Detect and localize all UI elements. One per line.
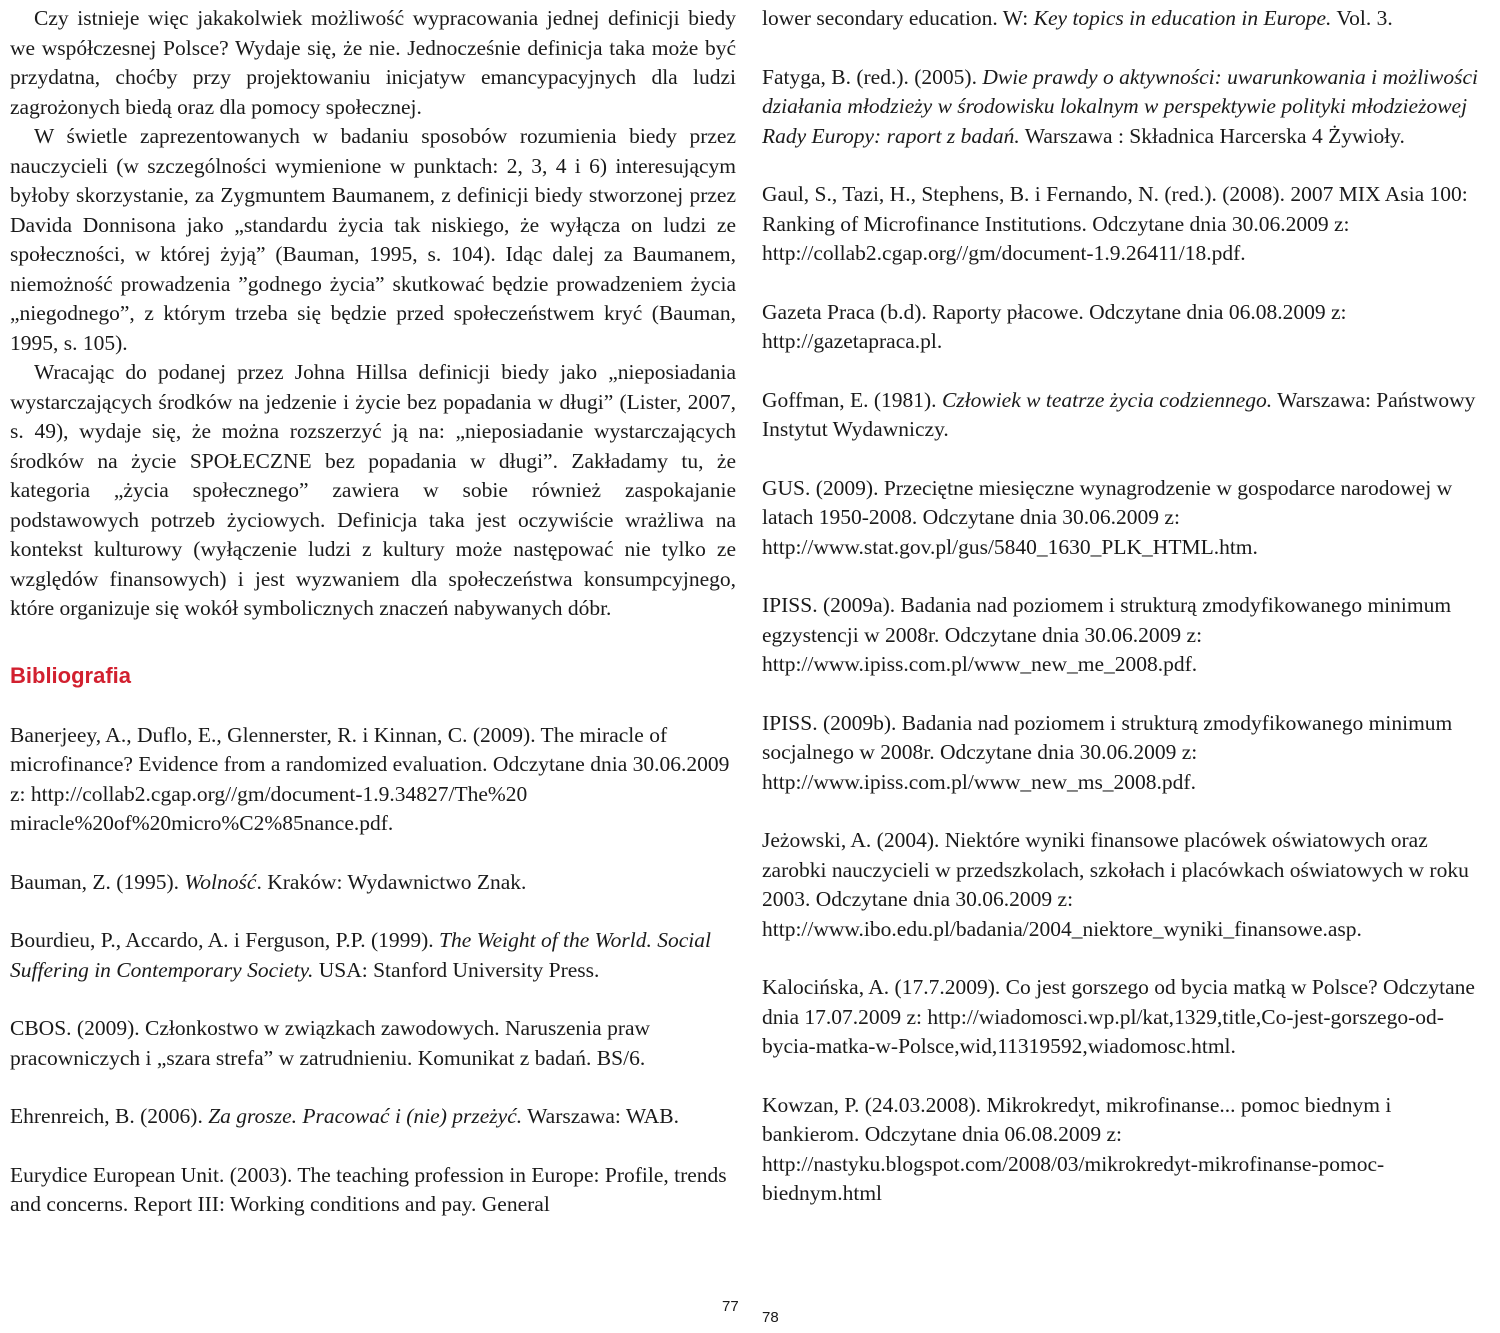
entry-text: IPISS. (2009a). Badania nad poziomem i strukturą zmodyfikowanego minimum egzystencji w 2008r. Odczytane dnia 30.06.2009 z: http://www.ipiss.com.pl/www_new_me_2008.pdf. (762, 593, 1452, 676)
bibliography-heading: Bibliografia (10, 662, 132, 688)
bibliography-entry (762, 973, 1490, 1062)
entry-text: Warszawa: WAB. (522, 1104, 680, 1128)
bibliography-entry (10, 1014, 736, 1073)
entry-text: Jeżowski, A. (2004). Niektóre wyniki finansowe placówek oświatowych oraz zarobki nauczycieli w przedszkolach, szkołach i placówkach oświatowych w roku 2003. Odczytane dnia 30.06.2009 z: http://www.ibo.edu.pl/badania/2004_niektore_wyniki_finansowe.asp. (762, 828, 1469, 941)
bibliography-entry (10, 926, 736, 985)
entry-text: Banerjeey, A., Duflo, E., Glennerster, R. i Kinnan, C. (2009). The miracle of microfinance? Evidence from a randomized evaluation. Odczytane dnia 30.06.2009 z: http://collab2.cgap.org//gm/document-1.9.34827/The%20 miracle%20of%20micro%C2%85nance.pdf. (10, 722, 730, 835)
bibliography-entry (10, 1102, 736, 1132)
entry-text: Kowzan, P. (24.03.2008). Mikrokredyt, mikrofinanse... pomoc biednym i bankierom. Odczytane dnia 06.08.2009 z: http://nastyku.blogspot.com/2008/03/mikrokredyt-mikrofinanse-pomoc-biednym.html (762, 1092, 1392, 1205)
entry-title-italic: Dwie prawdy o aktywności: uwarunkowania i możliwości działania młodzieży w środowisku lokalnym w perspektywie polityki młodzieżowej Rady Europy: raport z badań. (762, 64, 1479, 148)
entry-text: USA: Stanford University Press. (313, 957, 600, 982)
entry-text: IPISS. (2009b). Badania nad poziomem i strukturą zmodyfikowanego minimum socjalnego w 2008r. Odczytane dnia 30.06.2009 z: http://www.ipiss.com.pl/www_new_ms_2008.pdf. (762, 710, 1453, 794)
bibliography-entry (762, 4, 1490, 34)
bibliography-entry (762, 1091, 1490, 1209)
entry-title-italic: Key topics in education in Europe. (1033, 6, 1332, 30)
body-paragraph: W świetle zaprezentowanych w badaniu sposobów rozumienia biedy przez nauczycieli (w szczególności wymienione w punktach: 2, 3, 4 i 6) interesującym byłoby skorzystanie, za Zygmuntem Baumanem, z definicji biedy stworzonej przez Davida Donnisona jako „standardu życia tak niskiego, że wyłącza on ludzi ze społeczności, w której żyją” (Bauman, 1995, s. 104). Idąc dalej za Baumanem, niemożność prowadzenia ”godnego życia” skutkować będzie prowadzeniem życia „niegodnego”, z którym trzeba się będzie przed społeczeństwem kryć (Bauman, 1995, s. 105). (10, 124, 736, 355)
bibliography-list-left (10, 721, 736, 1220)
entry-text: Warszawa : Składnica Harcerska 4 Żywioły. (1019, 123, 1405, 148)
entry-text: lower secondary education. W: (762, 6, 1034, 30)
bibliography-entry (10, 1161, 736, 1220)
entry-text: Eurydice European Unit. (2003). The teaching profession in Europe: Profile, trends and concerns. Report III: Working conditions and pay. General (10, 1162, 727, 1216)
bibliography-entry (762, 63, 1490, 152)
entry-text: CBOS. (2009). Członkostwo w związkach zawodowych. Naruszenia praw pracowniczych i „szara strefa” w zatrudnieniu. Komunikat z badań. BS/6. (10, 1016, 651, 1070)
entry-text: Gaul, S., Tazi, H., Stephens, B. i Fernando, N. (red.). (2008). 2007 MIX Asia 100: Ranking of Microfinance Institutions. Odczytane dnia 30.06.2009 z: http://collab2.cgap.org//gm/document-1.9.26411/18.pdf. (762, 182, 1468, 265)
bibliography-entry (762, 180, 1490, 269)
entry-text: Ehrenreich, B. (2006). (10, 1104, 209, 1128)
entry-text: Kalocińska, A. (17.7.2009). Co jest gorszego od bycia matką w Polsce? Odczytane dnia 17.07.2009 z: http://wiadomosci.wp.pl/kat,1329,title,Co-jest-gorszego-od-bycia-matka-w-Polsce,wid,11319592,wiadomosc.html. (762, 975, 1475, 1058)
entry-title-italic: The Weight of the World. Social Suffering in Contemporary Society. (10, 928, 711, 982)
entry-title-italic: Człowiek w teatrze życia codziennego. (941, 387, 1273, 412)
entry-text: Vol. 3. (1331, 6, 1393, 30)
body-paragraph: Czy istnieje więc jakakolwiek możliwość wypracowania jednej definicji biedy we współczesnej Polsce? Wydaje się, że nie. Jednocześnie definicja taka może być przydatna, choćby przy projektowaniu inicjatyw emancypacyjnych dla ludzi zagrożonych biedą oraz dla pomocy społecznej. (10, 6, 736, 119)
bibliography-list-right (762, 4, 1490, 1209)
entry-title-italic: Wolność (184, 869, 257, 894)
bibliography-entry (10, 721, 736, 839)
entry-text: Goffman, E. (1981). (762, 387, 942, 412)
left-page-column (10, 4, 736, 1249)
entry-text: Bauman, Z. (1995). (10, 869, 185, 894)
bibliography-entry (762, 591, 1490, 680)
bibliography-entry (762, 709, 1490, 798)
entry-text: Warszawa: Państwowy Instytut Wydawniczy. (762, 387, 1476, 441)
body-paragraph: Wracając do podanej przez Johna Hillsa definicji biedy jako „nieposiadania wystarczających środków na jedzenie i życie bez popadania w długi” (Lister, 2007, s. 49), wydaje się, że można rozszerzyć ją na: „nieposiadanie wystarczających środków na życie SPOŁECZNE bez popadania w długi”. Zakładamy tu, że kategoria „życia społecznego” zawiera w sobie również zaspokajanie podstawowych potrzeb życiowych. Definicja taka jest oczywiście wrażliwa na kontekst kulturowy (wyłączenie ludzi z kultury może następować nie tylko ze względów finansowych) i jest wyzwaniem dla społeczeństwa konsumpcyjnego, które organizuje się wokół symbolicznych znaczeń nabywanych dóbr. (10, 360, 736, 620)
bibliography-entry (762, 298, 1490, 357)
entry-text: Bourdieu, P., Accardo, A. i Ferguson, P.P. (1999). (10, 928, 440, 952)
bibliography-entry (762, 474, 1490, 563)
page-number-left: 77 (722, 1298, 739, 1315)
bibliography-entry (10, 868, 736, 898)
page-number-right: 78 (762, 1309, 779, 1326)
bibliography-entry (762, 826, 1490, 944)
entry-text: Gazeta Praca (b.d). Raporty płacowe. Odczytane dnia 06.08.2009 z: http://gazetapraca.pl. (762, 299, 1347, 353)
entry-text: GUS. (2009). Przeciętne miesięczne wynagrodzenie w gospodarce narodowej w latach 1950-2008. Odczytane dnia 30.06.2009 z: http://www.stat.gov.pl/gus/5840_1630_PLK_HTML.htm. (762, 475, 1453, 559)
right-page-column (762, 4, 1490, 1238)
entry-title-italic: Za grosze. Pracować i (nie) przeżyć. (208, 1104, 523, 1128)
entry-text: . Kraków: Wydawnictwo Znak. (256, 869, 527, 894)
bibliography-entry (762, 386, 1490, 445)
entry-text: Fatyga, B. (red.). (2005). (762, 64, 983, 89)
